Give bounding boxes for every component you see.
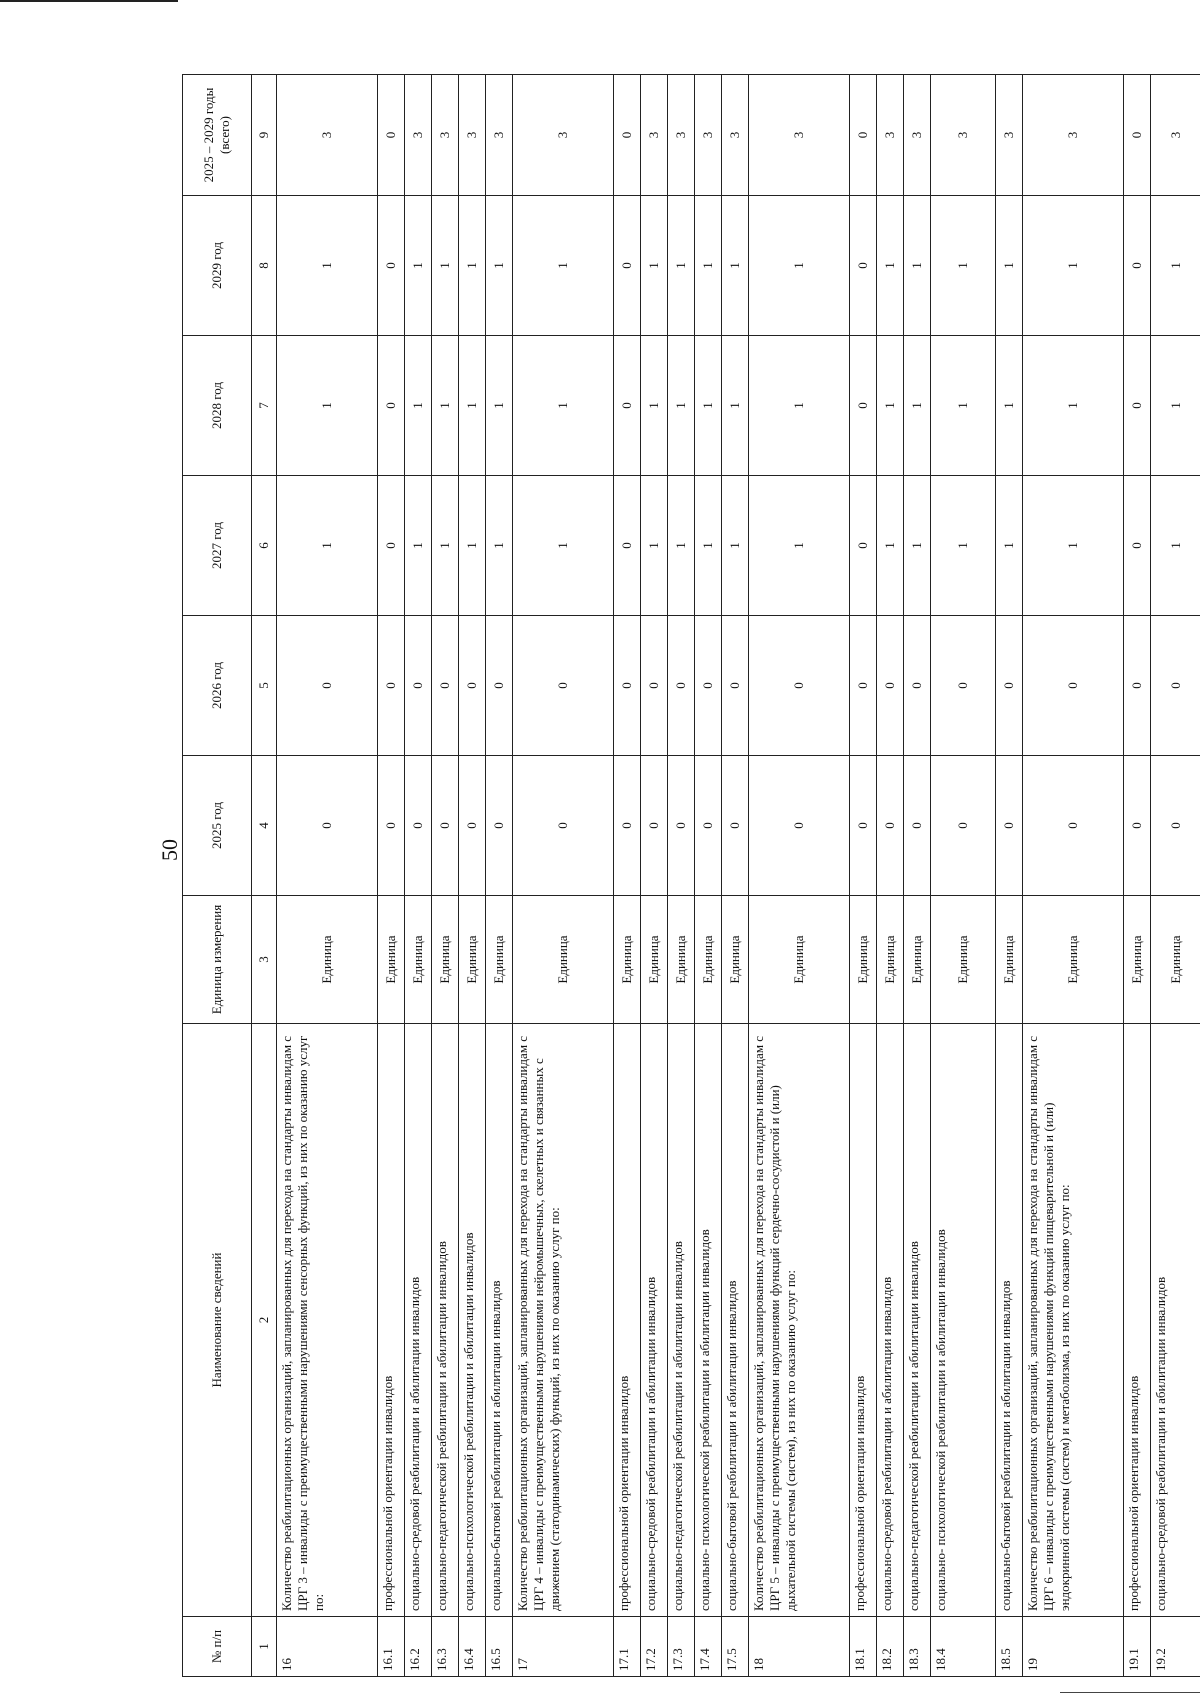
table-row (641, 75, 668, 1677)
table-row (486, 75, 513, 1677)
row-value: 1 (1023, 336, 1124, 476)
row-value: 1 (749, 196, 850, 336)
row-unit: Единица (614, 896, 641, 1024)
row-value: 0 (614, 476, 641, 616)
row-value: 1 (277, 196, 378, 336)
row-name: профессиональной ориентации инвалидов (614, 1024, 641, 1617)
row-value: 3 (931, 75, 996, 196)
index-cell: 3 (252, 896, 277, 1024)
row-value: 3 (641, 75, 668, 196)
row-name: Количество реабилитационных организаций, запланированных для перехода на стандарты инвалидам с ЦРГ 4 – инвалиды с преимущественными нарушениями нейромышечных, скелетных и связанных с движением (статодинамических) функций, из них по оказанию услуг по: (513, 1024, 614, 1617)
row-value: 1 (459, 336, 486, 476)
table-row (432, 75, 459, 1677)
row-value: 0 (904, 756, 931, 896)
row-value: 0 (378, 756, 405, 896)
row-value: 1 (486, 476, 513, 616)
row-value: 3 (432, 75, 459, 196)
row-value: 0 (277, 616, 378, 756)
row-name: социально-средовой реабилитации и абилитации инвалидов (877, 1024, 904, 1617)
row-value: 0 (1151, 616, 1200, 756)
row-unit: Единица (513, 896, 614, 1024)
row-value: 3 (722, 75, 749, 196)
table-row (850, 75, 877, 1677)
row-value: 0 (405, 756, 432, 896)
table-row (459, 75, 486, 1677)
row-value: 0 (850, 75, 877, 196)
row-value: 0 (1124, 616, 1151, 756)
row-name: социально-средовой реабилитации и абилитации инвалидов (1151, 1024, 1200, 1617)
row-value: 3 (405, 75, 432, 196)
row-name: социально-психологической реабилитации и абилитации инвалидов (459, 1024, 486, 1617)
row-number: 19 (1023, 1617, 1124, 1677)
table-row (405, 75, 432, 1677)
scan-edge-line (0, 0, 178, 2)
row-value: 0 (996, 756, 1023, 896)
row-value: 0 (378, 196, 405, 336)
row-value: 1 (877, 336, 904, 476)
row-number: 19.2 (1151, 1617, 1200, 1677)
row-value: 0 (405, 616, 432, 756)
row-number: 17 (513, 1617, 614, 1677)
row-value: 0 (722, 756, 749, 896)
row-value: 0 (850, 756, 877, 896)
row-number: 17.4 (695, 1617, 722, 1677)
row-value: 3 (668, 75, 695, 196)
row-value: 0 (432, 616, 459, 756)
row-value: 1 (405, 476, 432, 616)
row-value: 0 (850, 476, 877, 616)
header-2025: 2025 год (183, 756, 252, 896)
row-value: 0 (459, 756, 486, 896)
scan-edge-line-bottom (1060, 1692, 1200, 1693)
row-value: 1 (432, 196, 459, 336)
row-value: 0 (931, 616, 996, 756)
row-value: 1 (405, 196, 432, 336)
row-number: 16 (277, 1617, 378, 1677)
row-value: 0 (641, 616, 668, 756)
row-value: 3 (277, 75, 378, 196)
row-value: 1 (432, 476, 459, 616)
row-value: 0 (378, 616, 405, 756)
row-unit: Единица (432, 896, 459, 1024)
row-name: социально-педагогической реабилитации и абилитации инвалидов (904, 1024, 931, 1617)
row-number: 18.5 (996, 1617, 1023, 1677)
row-value: 0 (1124, 336, 1151, 476)
row-number: 18 (749, 1617, 850, 1677)
row-unit: Единица (277, 896, 378, 1024)
row-value: 0 (668, 616, 695, 756)
row-value: 0 (614, 336, 641, 476)
row-value: 3 (877, 75, 904, 196)
index-cell: 4 (252, 756, 277, 896)
row-value: 1 (513, 476, 614, 616)
row-value: 1 (904, 476, 931, 616)
row-number: 16.4 (459, 1617, 486, 1677)
index-cell: 8 (252, 196, 277, 336)
row-value: 0 (614, 196, 641, 336)
row-value: 0 (378, 476, 405, 616)
row-unit: Единица (904, 896, 931, 1024)
row-value: 0 (877, 756, 904, 896)
row-value: 1 (931, 476, 996, 616)
row-value: 0 (996, 616, 1023, 756)
row-unit: Единица (996, 896, 1023, 1024)
rotated-page (182, 75, 1183, 1677)
row-value: 1 (641, 336, 668, 476)
row-name: профессиональной ориентации инвалидов (850, 1024, 877, 1617)
row-value: 0 (641, 756, 668, 896)
row-number: 18.3 (904, 1617, 931, 1677)
row-value: 3 (749, 75, 850, 196)
row-value: 0 (931, 756, 996, 896)
row-value: 1 (277, 336, 378, 476)
row-number: 18.2 (877, 1617, 904, 1677)
row-value: 1 (513, 196, 614, 336)
row-value: 1 (931, 336, 996, 476)
header-2029: 2029 год (183, 196, 252, 336)
row-value: 1 (432, 336, 459, 476)
row-value: 0 (850, 616, 877, 756)
row-value: 0 (1124, 196, 1151, 336)
row-value: 0 (1023, 756, 1124, 896)
row-value: 1 (1151, 196, 1200, 336)
row-name: социально-бытовой реабилитации и абилитации инвалидов (996, 1024, 1023, 1617)
row-value: 1 (668, 336, 695, 476)
row-value: 1 (1023, 196, 1124, 336)
row-value: 0 (1151, 756, 1200, 896)
row-value: 1 (695, 196, 722, 336)
row-value: 1 (668, 196, 695, 336)
row-value: 1 (486, 196, 513, 336)
row-value: 0 (877, 616, 904, 756)
table-row (931, 75, 996, 1677)
row-unit: Единица (722, 896, 749, 1024)
row-name: профессиональной ориентации инвалидов (1124, 1024, 1151, 1617)
row-value: 1 (641, 196, 668, 336)
row-value: 1 (459, 476, 486, 616)
table-row (1023, 75, 1124, 1677)
row-name: Количество реабилитационных организаций, запланированных для перехода на стандарты инвалидам с ЦРГ 5 – инвалиды с преимущественными нарушениями функций сердечно-сосудистой и (или) дыхательной системы (систем), из них по оказанию услуг по: (749, 1024, 850, 1617)
row-unit: Единица (486, 896, 513, 1024)
row-number: 17.2 (641, 1617, 668, 1677)
row-unit: Единица (1124, 896, 1151, 1024)
row-name: социально-бытовой реабилитации и абилитации инвалидов (486, 1024, 513, 1617)
row-value: 3 (996, 75, 1023, 196)
row-value: 1 (749, 476, 850, 616)
table-row (904, 75, 931, 1677)
row-name: социально-педагогической реабилитации и абилитации инвалидов (432, 1024, 459, 1617)
row-value: 1 (277, 476, 378, 616)
row-number: 17.3 (668, 1617, 695, 1677)
row-value: 1 (722, 336, 749, 476)
row-value: 1 (904, 196, 931, 336)
header-2026: 2026 год (183, 616, 252, 756)
row-number: 17.1 (614, 1617, 641, 1677)
row-unit: Единица (378, 896, 405, 1024)
row-value: 3 (513, 75, 614, 196)
row-value: 1 (877, 476, 904, 616)
table-row (668, 75, 695, 1677)
header-total: 2025 – 2029 годы (всего) (183, 75, 252, 196)
row-value: 1 (1151, 476, 1200, 616)
row-value: 0 (513, 616, 614, 756)
header-name: Наименование сведений (183, 1024, 252, 1617)
row-number: 16.3 (432, 1617, 459, 1677)
row-value: 1 (722, 196, 749, 336)
row-value: 0 (668, 756, 695, 896)
row-value: 1 (405, 336, 432, 476)
row-value: 0 (614, 616, 641, 756)
header-row (183, 75, 252, 1677)
index-cell: 7 (252, 336, 277, 476)
row-name: профессиональной ориентации инвалидов (378, 1024, 405, 1617)
row-name: социально- психологической реабилитации и абилитации инвалидов (695, 1024, 722, 1617)
row-value: 0 (1124, 476, 1151, 616)
row-value: 3 (459, 75, 486, 196)
row-unit: Единица (850, 896, 877, 1024)
row-value: 1 (486, 336, 513, 476)
row-value: 0 (695, 616, 722, 756)
row-value: 0 (850, 196, 877, 336)
table-row (877, 75, 904, 1677)
table-row (513, 75, 614, 1677)
row-unit: Единица (459, 896, 486, 1024)
row-number: 17.5 (722, 1617, 749, 1677)
table-row (749, 75, 850, 1677)
row-value: 3 (486, 75, 513, 196)
table-row (614, 75, 641, 1677)
row-value: 3 (695, 75, 722, 196)
table-row (695, 75, 722, 1677)
row-value: 0 (614, 75, 641, 196)
row-value: 1 (1151, 336, 1200, 476)
row-value: 1 (459, 196, 486, 336)
row-value: 0 (378, 75, 405, 196)
row-value: 1 (877, 196, 904, 336)
row-unit: Единица (695, 896, 722, 1024)
row-number: 16.2 (405, 1617, 432, 1677)
row-value: 0 (277, 756, 378, 896)
row-unit: Единица (931, 896, 996, 1024)
row-unit: Единица (668, 896, 695, 1024)
index-cell: 9 (252, 75, 277, 196)
row-value: 1 (904, 336, 931, 476)
page-number: 50 (157, 839, 182, 861)
row-number: 18.1 (850, 1617, 877, 1677)
table-row (1151, 75, 1200, 1677)
row-name: Количество реабилитационных организаций, запланированных для перехода на стандарты инвалидам с ЦРГ 3 – инвалиды с преимущественными нарушениями сенсорных функций, из них по оказанию услуг по: (277, 1024, 378, 1617)
row-unit: Единица (877, 896, 904, 1024)
row-value: 0 (904, 616, 931, 756)
row-value: 1 (1023, 476, 1124, 616)
row-value: 0 (1023, 616, 1124, 756)
row-value: 1 (931, 196, 996, 336)
row-value: 0 (432, 756, 459, 896)
table-row (996, 75, 1023, 1677)
row-value: 1 (695, 336, 722, 476)
table-row (1124, 75, 1151, 1677)
header-2028: 2028 год (183, 336, 252, 476)
row-value: 0 (749, 756, 850, 896)
row-value: 0 (850, 336, 877, 476)
row-unit: Единица (405, 896, 432, 1024)
row-value: 1 (668, 476, 695, 616)
row-value: 3 (1151, 75, 1200, 196)
header-2027: 2027 год (183, 476, 252, 616)
row-value: 0 (513, 756, 614, 896)
row-name: Количество реабилитационных организаций, запланированных для перехода на стандарты инвалидам с ЦРГ 6 – инвалиды с преимущественными нарушениями функций пищеварительной и (или) эндокринной системы (систем) и метаболизма, из них по оказанию услуг по: (1023, 1024, 1124, 1617)
row-value: 3 (904, 75, 931, 196)
row-number: 18.4 (931, 1617, 996, 1677)
row-name: социально-бытовой реабилитации и абилитации инвалидов (722, 1024, 749, 1617)
header-num: № п/п (183, 1617, 252, 1677)
row-value: 1 (641, 476, 668, 616)
row-value: 1 (695, 476, 722, 616)
row-value: 0 (722, 616, 749, 756)
row-name: социально-средовой реабилитации и абилитации инвалидов (641, 1024, 668, 1617)
row-value: 1 (996, 196, 1023, 336)
table-row (722, 75, 749, 1677)
row-name: социально- психологической реабилитации и абилитации инвалидов (931, 1024, 996, 1617)
row-number: 19.1 (1124, 1617, 1151, 1677)
index-cell: 5 (252, 616, 277, 756)
row-number: 16.1 (378, 1617, 405, 1677)
row-value: 0 (459, 616, 486, 756)
row-unit: Единица (1151, 896, 1200, 1024)
row-value: 1 (722, 476, 749, 616)
index-cell: 1 (252, 1617, 277, 1677)
row-unit: Единица (641, 896, 668, 1024)
index-cell: 2 (252, 1024, 277, 1617)
table-row (378, 75, 405, 1677)
row-value: 0 (749, 616, 850, 756)
index-row (252, 75, 277, 1677)
row-value: 1 (749, 336, 850, 476)
row-value: 0 (378, 336, 405, 476)
row-name: социально-средовой реабилитации и абилитации инвалидов (405, 1024, 432, 1617)
row-value: 1 (996, 476, 1023, 616)
row-value: 0 (1124, 75, 1151, 196)
row-value: 0 (695, 756, 722, 896)
row-value: 0 (614, 756, 641, 896)
row-value: 1 (513, 336, 614, 476)
table-row (277, 75, 378, 1677)
data-table (182, 74, 1200, 1677)
row-value: 1 (996, 336, 1023, 476)
row-value: 0 (486, 756, 513, 896)
row-value: 3 (1023, 75, 1124, 196)
row-value: 0 (486, 616, 513, 756)
row-unit: Единица (749, 896, 850, 1024)
index-cell: 6 (252, 476, 277, 616)
row-value: 0 (1124, 756, 1151, 896)
row-unit: Единица (1023, 896, 1124, 1024)
row-number: 16.5 (486, 1617, 513, 1677)
row-name: социально-педагогической реабилитации и абилитации инвалидов (668, 1024, 695, 1617)
header-unit: Единица измерения (183, 896, 252, 1024)
